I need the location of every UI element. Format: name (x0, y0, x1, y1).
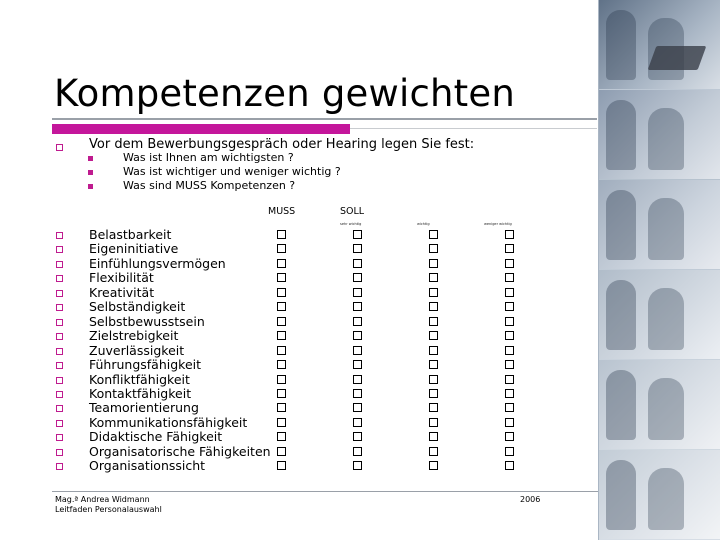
checkbox-weniger-wichtig[interactable] (505, 230, 514, 239)
checkbox-muss[interactable] (277, 447, 286, 456)
bullet-square-icon (56, 232, 63, 239)
competency-row (0, 358, 598, 372)
competency-label: Zuverlässigkeit (89, 342, 185, 358)
competency-label: Konfliktfähigkeit (89, 371, 190, 387)
checkbox-wichtig[interactable] (429, 288, 438, 297)
checkbox-weniger-wichtig[interactable] (505, 418, 514, 427)
checkbox-weniger-wichtig[interactable] (505, 346, 514, 355)
checkbox-sehr-wichtig[interactable] (353, 317, 362, 326)
checkbox-wichtig[interactable] (429, 230, 438, 239)
competency-label: Flexibilität (89, 270, 154, 286)
competency-label: Didaktische Fähigkeit (89, 429, 223, 445)
checkbox-weniger-wichtig[interactable] (505, 403, 514, 412)
checkbox-sehr-wichtig[interactable] (353, 447, 362, 456)
competency-row (0, 430, 598, 444)
competency-label: Kontaktfähigkeit (89, 385, 192, 401)
bullet-square-icon (56, 391, 63, 398)
sub-bullet-icon (88, 170, 93, 175)
bullet-square-icon (56, 420, 63, 427)
checkbox-weniger-wichtig[interactable] (505, 273, 514, 282)
checkbox-wichtig[interactable] (429, 317, 438, 326)
competency-row (0, 401, 598, 415)
photo-tile (598, 90, 720, 179)
intro-text: Vor dem Bewerbungsgespräch oder Hearing legen Sie fest: (89, 137, 475, 152)
competency-row (0, 228, 598, 242)
checkbox-weniger-wichtig[interactable] (505, 331, 514, 340)
competency-row (0, 315, 598, 329)
competency-row (0, 271, 598, 285)
column-header-muss: MUSS (268, 206, 296, 217)
strip-divider (598, 0, 599, 540)
bullet-square-icon (56, 405, 63, 412)
bullet-square-icon (56, 319, 63, 326)
checkbox-sehr-wichtig[interactable] (353, 461, 362, 470)
checkbox-sehr-wichtig[interactable] (353, 230, 362, 239)
checkbox-wichtig[interactable] (429, 244, 438, 253)
checkbox-weniger-wichtig[interactable] (505, 389, 514, 398)
checkbox-wichtig[interactable] (429, 403, 438, 412)
checkbox-wichtig[interactable] (429, 273, 438, 282)
page-title: Kompetenzen gewichten (54, 72, 515, 115)
checkbox-sehr-wichtig[interactable] (353, 403, 362, 412)
checkbox-sehr-wichtig[interactable] (353, 244, 362, 253)
bullet-square-icon (56, 290, 63, 297)
checkbox-muss[interactable] (277, 302, 286, 311)
competency-row (0, 300, 598, 314)
bullet-square-icon (56, 463, 63, 470)
column-subheader: weniger wichtig (484, 222, 512, 226)
checkbox-sehr-wichtig[interactable] (353, 346, 362, 355)
checkbox-weniger-wichtig[interactable] (505, 360, 514, 369)
checkbox-wichtig[interactable] (429, 418, 438, 427)
competency-row (0, 373, 598, 387)
checkbox-weniger-wichtig[interactable] (505, 447, 514, 456)
checkbox-wichtig[interactable] (429, 360, 438, 369)
checkbox-sehr-wichtig[interactable] (353, 259, 362, 268)
bullet-square-icon (56, 144, 63, 151)
competency-row (0, 257, 598, 271)
checkbox-sehr-wichtig[interactable] (353, 302, 362, 311)
checkbox-weniger-wichtig[interactable] (505, 244, 514, 253)
footer-rule (52, 491, 598, 492)
footer-year: 2006 (520, 495, 541, 504)
checkbox-weniger-wichtig[interactable] (505, 302, 514, 311)
competency-row (0, 286, 598, 300)
checkbox-weniger-wichtig[interactable] (505, 288, 514, 297)
checkbox-sehr-wichtig[interactable] (353, 288, 362, 297)
checkbox-wichtig[interactable] (429, 331, 438, 340)
checkbox-muss[interactable] (277, 403, 286, 412)
checkbox-muss[interactable] (277, 375, 286, 384)
decorative-photo-strip (598, 0, 720, 540)
sub-bullet-icon (88, 184, 93, 189)
checkbox-sehr-wichtig[interactable] (353, 273, 362, 282)
checkbox-sehr-wichtig[interactable] (353, 375, 362, 384)
title-accent-bar (52, 124, 350, 134)
footer-credit (55, 495, 162, 515)
checkbox-muss[interactable] (277, 317, 286, 326)
checkbox-weniger-wichtig[interactable] (505, 259, 514, 268)
competency-row (0, 329, 598, 343)
checkbox-muss[interactable] (277, 259, 286, 268)
checkbox-wichtig[interactable] (429, 302, 438, 311)
checkbox-muss[interactable] (277, 230, 286, 239)
checkbox-muss[interactable] (277, 346, 286, 355)
photo-tile (598, 270, 720, 359)
checkbox-wichtig[interactable] (429, 375, 438, 384)
bullet-square-icon (56, 275, 63, 282)
bullet-square-icon (56, 362, 63, 369)
bullet-square-icon (56, 348, 63, 355)
checkbox-wichtig[interactable] (429, 259, 438, 268)
competency-label: Einfühlungsvermögen (89, 255, 226, 271)
bullet-square-icon (56, 434, 63, 441)
checkbox-muss[interactable] (277, 461, 286, 470)
checkbox-muss[interactable] (277, 273, 286, 282)
checkbox-sehr-wichtig[interactable] (353, 389, 362, 398)
checkbox-wichtig[interactable] (429, 447, 438, 456)
competency-row (0, 344, 598, 358)
bullet-square-icon (56, 449, 63, 456)
checkbox-weniger-wichtig[interactable] (505, 375, 514, 384)
checkbox-muss[interactable] (277, 389, 286, 398)
checkbox-wichtig[interactable] (429, 461, 438, 470)
checkbox-muss[interactable] (277, 432, 286, 441)
sub-bullet-icon (88, 156, 93, 161)
column-header-soll: SOLL (340, 206, 365, 217)
sub-item-text: Was ist Ihnen am wichtigsten ? (123, 151, 294, 164)
bullet-square-icon (56, 246, 63, 253)
title-rule (52, 118, 597, 120)
checkbox-sehr-wichtig[interactable] (353, 432, 362, 441)
competency-row (0, 445, 598, 459)
competency-row (0, 242, 598, 256)
bullet-square-icon (56, 377, 63, 384)
competency-label: Selbständigkeit (89, 299, 186, 315)
title-rule-thin (350, 128, 597, 129)
competency-row (0, 416, 598, 430)
competency-label: Organisatorische Fähigkeiten (89, 443, 271, 459)
checkbox-muss[interactable] (277, 360, 286, 369)
bullet-square-icon (56, 261, 63, 268)
checkbox-wichtig[interactable] (429, 389, 438, 398)
competency-label: Belastbarkeit (89, 227, 172, 242)
photo-tile (598, 450, 720, 539)
checkbox-sehr-wichtig[interactable] (353, 360, 362, 369)
checkbox-sehr-wichtig[interactable] (353, 418, 362, 427)
sub-item-text: Was sind MUSS Kompetenzen ? (123, 179, 296, 192)
footer-subtitle: Leitfaden Personalauswahl (55, 505, 162, 514)
competency-label: Eigeninitiative (89, 241, 179, 257)
checkbox-muss[interactable] (277, 288, 286, 297)
footer-author: Mag.ª Andrea Widmann (55, 495, 150, 504)
checkbox-wichtig[interactable] (429, 346, 438, 355)
checkbox-muss[interactable] (277, 418, 286, 427)
checkbox-wichtig[interactable] (429, 432, 438, 441)
checkbox-muss[interactable] (277, 244, 286, 253)
mortarboard-icon (648, 46, 707, 70)
checkbox-weniger-wichtig[interactable] (505, 317, 514, 326)
checkbox-weniger-wichtig[interactable] (505, 432, 514, 441)
competency-label: Organisationssicht (89, 458, 206, 474)
bullet-square-icon (56, 304, 63, 311)
photo-tile (598, 0, 720, 89)
photo-tile (598, 360, 720, 449)
competency-label: Selbstbewusstsein (89, 313, 205, 329)
competency-label: Teamorientierung (89, 400, 199, 416)
column-subheader: sehr wichtig (340, 222, 362, 226)
bullet-square-icon (56, 333, 63, 340)
competency-label: Kommunikationsfähigkeit (89, 414, 248, 430)
checkbox-weniger-wichtig[interactable] (505, 461, 514, 470)
photo-tile (598, 180, 720, 269)
competency-label: Zielstrebigkeit (89, 328, 179, 344)
competency-label: Kreativität (89, 284, 155, 300)
sub-item-text: Was ist wichtiger und weniger wichtig ? (123, 165, 341, 178)
competency-row (0, 459, 598, 473)
column-subheader: wichtig (417, 222, 430, 226)
competency-label: Führungsfähigkeit (89, 357, 202, 373)
competency-row (0, 387, 598, 401)
checkbox-sehr-wichtig[interactable] (353, 331, 362, 340)
checkbox-muss[interactable] (277, 331, 286, 340)
